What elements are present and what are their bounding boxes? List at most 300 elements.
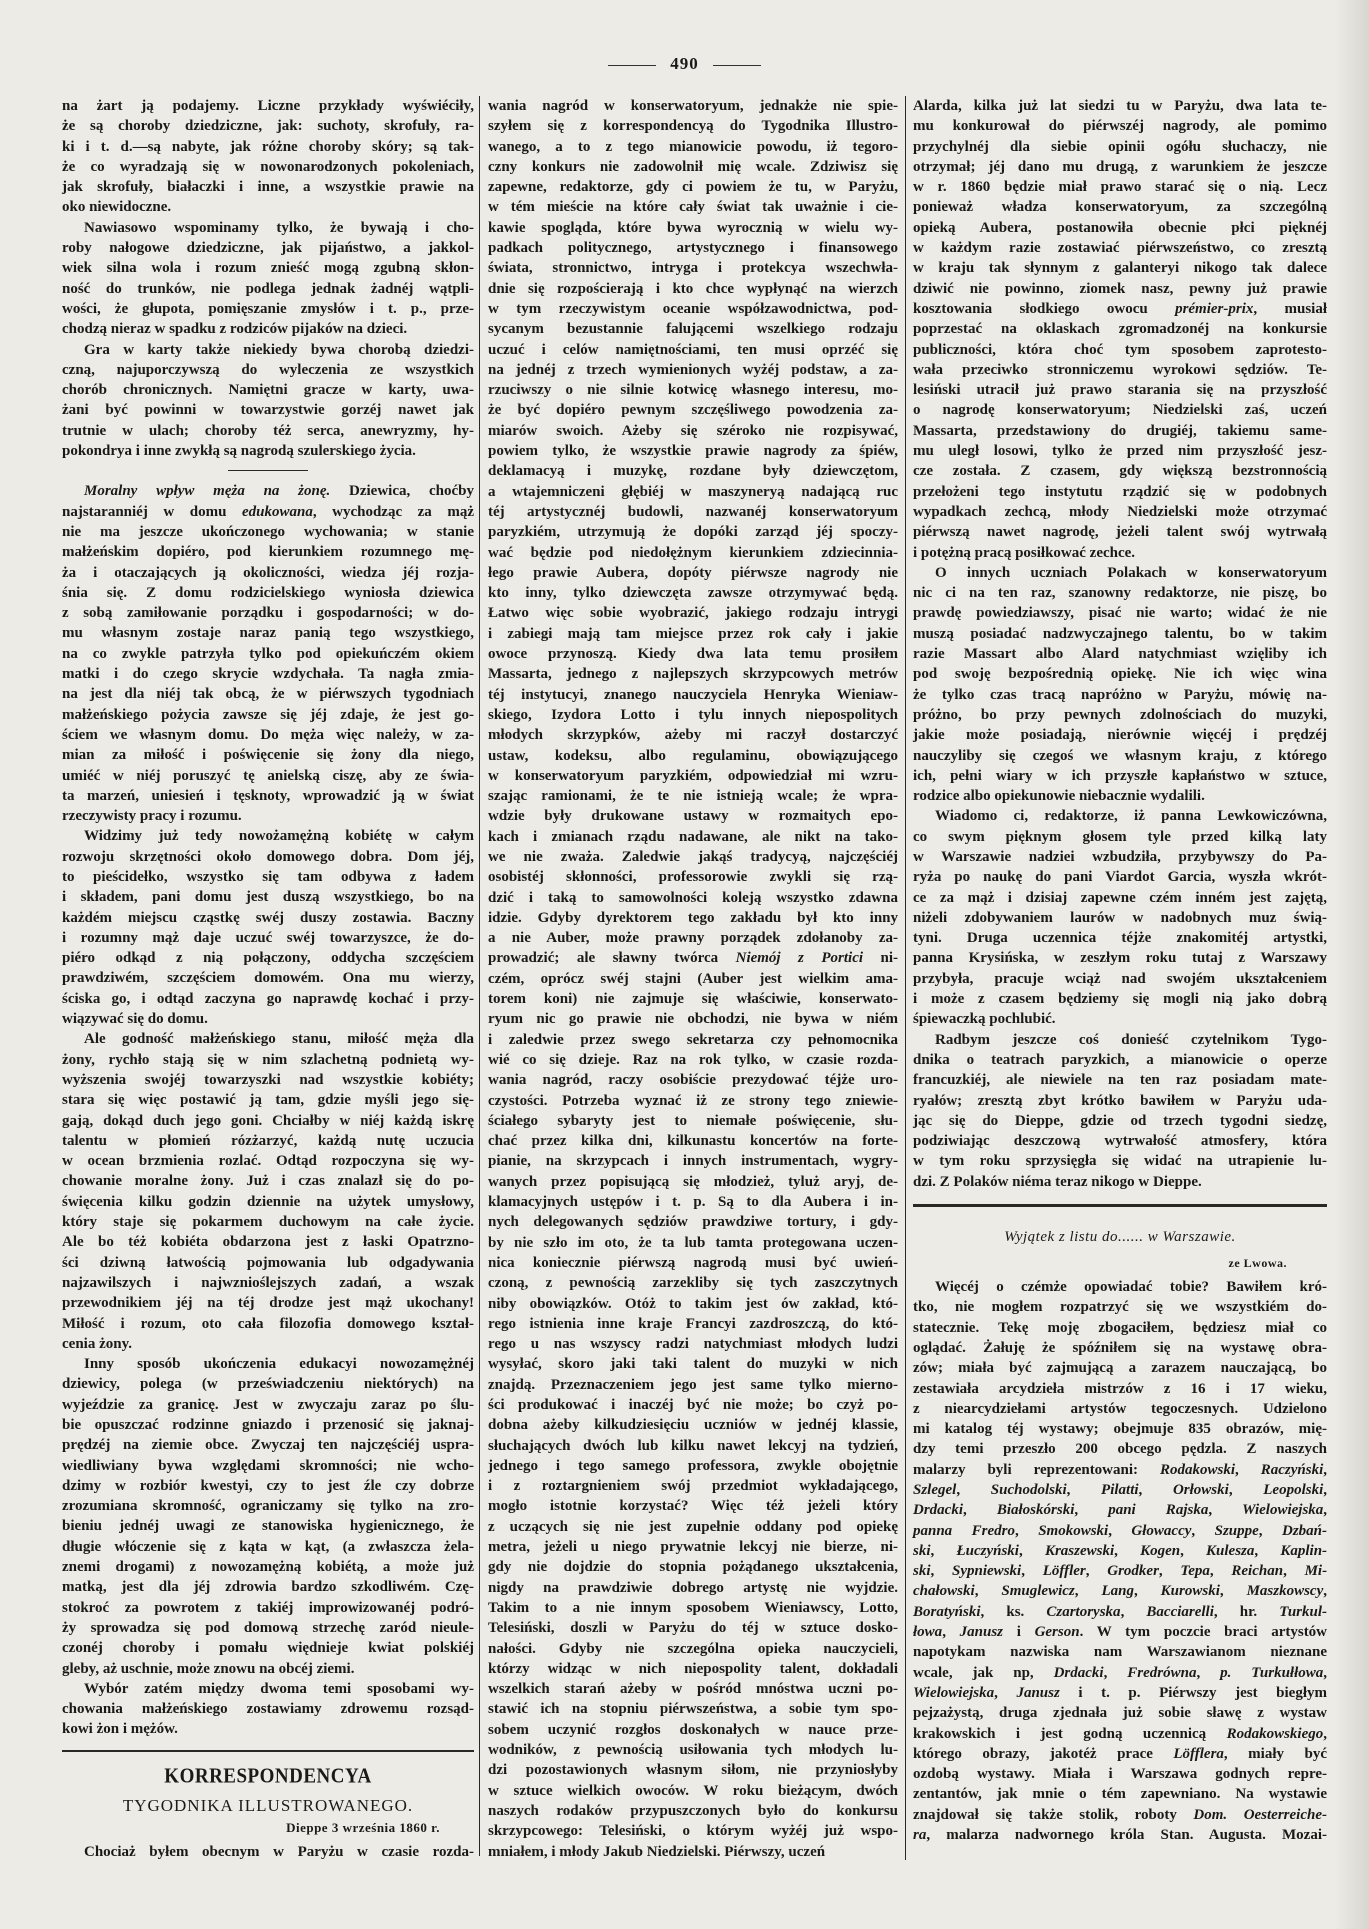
text-line: wyjeździe za granicę. Jest w zwyczaju zaraz po ślu- (62, 1396, 474, 1413)
text-line: Miłość i rozum, oto cała filozofia domowego kształ- (62, 1315, 474, 1332)
text-segment: , (1074, 1583, 1102, 1600)
text-line: ponieważ władza konserwatoryum, za szczególną (913, 199, 1327, 216)
text-segment: , (974, 1583, 1002, 1600)
text-line: matki i do czego skrycie wzdychała. Ta nagła zmia- (62, 666, 474, 683)
paragraph (62, 481, 474, 826)
text-line: nie ma jeszcze ukończonego wychowania; w stanie (62, 523, 474, 540)
text-line: wiedliwiany bywa względami skromności; nie wcho- (62, 1457, 474, 1474)
text-line: żani być powinni w towarzystwie gorzéj nawet jak (62, 402, 474, 419)
text-segment: , (1283, 1563, 1305, 1580)
text-segment: , musiał (1253, 300, 1327, 317)
text-line: śnia się. Z domu rodzicielskiego wyniosła dziewica (62, 584, 474, 601)
italic-segment: Kurowski (1160, 1583, 1220, 1600)
text-line: przewodnikiem jéj na téj drodze jest mąż ukochany! (62, 1295, 474, 1312)
text-line: w tym roku sprzysięgła się widać na utrapienie lu- (913, 1153, 1327, 1170)
italic-segment: Lang (1101, 1583, 1134, 1600)
letter-origin: ze Lwowa. (1228, 1256, 1287, 1271)
text-line: wania nagród, raczy osobiście prezydować téjże uro- (488, 1072, 898, 1089)
paragraph (913, 1277, 1327, 1845)
text-line: umiéć w niéj poruszyć tę anielską ciszę, aby ze świa- (62, 767, 474, 784)
text-line: dobna ażeby kilkudziesięciu uczniów w jednéj klassie, (488, 1417, 898, 1434)
letter-title: Wyjątek z listu do...... w Warszawie. (1004, 1229, 1236, 1246)
text-line: małżeńskim dopiéro, pod kierunkiem rozumnego mę- (62, 544, 474, 561)
text-line: w sztuce wielkich owoców. W roku bieżącym, dwóch (488, 1782, 898, 1799)
text-line: mogło istotnie korzystać? Więc téż jeżeli który (488, 1498, 898, 1515)
text-line: metra, jeżeli u niego prywatnie lekcyj nie bierze, ni- (488, 1539, 898, 1556)
text-line: tyni. Druga uczennica téjże znakomitéj artystki, (913, 930, 1327, 947)
text-line: lesiński utracił już prawo starania się na przyszłość (913, 382, 1327, 399)
text-line: prędzéj na ziemie obce. Zwyczaj ten najczęściéj uspra- (62, 1437, 474, 1454)
text-line (62, 502, 474, 522)
text-line: Massarta, przedstawiony do drugiéj, takiemu same- (913, 422, 1327, 439)
text-line: dziwić nie powinno, ziomek nasz, pewny już prawie (913, 280, 1327, 297)
italic-segment: panna Fredro (913, 1522, 1015, 1539)
text-line: czną, najuporczywszą do wyleczenia ze wszystkich (62, 361, 474, 378)
italic-segment: Janusz (959, 1624, 1003, 1641)
text-segment: krakowskich i jest godną uczennicą (913, 1725, 1227, 1742)
italic-segment: Turkul- (1279, 1603, 1328, 1620)
italic-segment: łowa (913, 1624, 943, 1641)
italic-segment: Niemój z Portici (735, 950, 864, 967)
text-line: czny konkurs nie zadowolnił mię wcale. Zdziwisz się (488, 158, 898, 175)
text-segment: , (930, 1563, 953, 1580)
text-line: jak skrofuły, białaczki i inne, a wszystkie prawie na (62, 179, 474, 196)
text-segment: , (1018, 1542, 1045, 1559)
italic-segment: Głowaccy (1131, 1522, 1192, 1539)
text-line: rodzice albo opiekunowie niebacznie wydalili. (913, 788, 1205, 805)
text-line: ce za mąż i dzisiaj zapewne czém inném jest zajętą, (913, 889, 1327, 906)
text-line (913, 1724, 1327, 1744)
text-segment: , (1196, 1664, 1221, 1681)
text-line: w Warszawie nadziei wzbudziła, przybywszy do Pa- (913, 848, 1327, 865)
text-line: długie włóczenie się z kąta w kąt, (a zwłaszcza żela- (62, 1538, 474, 1555)
text-line: niżeli zdobywaniem laurów w nadobnych muz świą- (913, 909, 1327, 926)
section-heading: KORRESPONDENCYA (164, 1764, 372, 1788)
text-line: dzić i taką to samowolności koleją wszystko zdawna (488, 889, 898, 906)
text-line: zów; miała być zajmującą a zarazem nauczającą, bo (913, 1360, 1327, 1377)
text-line: ta marzeń, uniesień i tęsknoty, wprowadzić ją w świat (62, 787, 474, 804)
text-line: pod swoję bezpośrednią opiekę. Nie ich więc wina (913, 666, 1327, 683)
italic-segment: Dom. Oesterreiche- (1193, 1806, 1327, 1823)
italic-segment: Dzbań- (1282, 1522, 1328, 1539)
italic-segment: Rodakowskiego (1226, 1725, 1324, 1742)
text-line: Ale bo téż kobiéta obdarzona jest z łaski Opatrzno- (62, 1234, 474, 1251)
text-line: nałości. Gdyby nie szczególna opieka nauczycieli, (488, 1640, 898, 1657)
text-line: i z roztargnieniem swój przedmiot wykładającego, (488, 1478, 898, 1495)
text-segment: prowadzić; ale sławny twórca (488, 950, 736, 967)
paragraph (62, 340, 474, 462)
italic-segment: Wielowiejska (913, 1684, 995, 1701)
text-line: poprzestać na oklaskach zgromadzonéj na konkursie (913, 321, 1327, 338)
text-segment: , (1108, 1522, 1132, 1539)
italic-segment: Tepa (1180, 1563, 1210, 1580)
column-divider-right (905, 96, 906, 1860)
text-segment: , (956, 1482, 991, 1498)
text-line: rego u nas wszyscy radzi natychmiast młodych ludzi (488, 1336, 898, 1353)
section-rule (913, 1204, 1327, 1207)
text-line: o nagrodę konserwatoryum; Niedzielski zaś, uczeń (913, 402, 1327, 419)
text-line: bie opuszczać rodzinne gniazdo i przenosić się jaknaj- (62, 1417, 474, 1433)
text-line: żony, rychło stają się w nim szlachetną podnietą wy- (62, 1051, 474, 1068)
text-line (913, 299, 1327, 319)
dateline: Dieppe 3 września 1860 r. (286, 1819, 440, 1835)
text-line (913, 1460, 1327, 1480)
text-line: wié co się dzieje. Raz na rok tylko, w czasie rozda- (488, 1051, 898, 1068)
text-line: wysyłać, skoro jaki taki talent do muzyki w nich (488, 1356, 898, 1373)
paragraph (62, 1354, 474, 1679)
text-line: chowania małżeńskiego zostawiamy zdrowemu rozsąd- (62, 1701, 474, 1718)
text-line: skiego, Izydora Lotto i tylu innych niepospolitych (488, 706, 898, 723)
text-line: Gra w karty także niekiedy bywa chorobą dziedzi- (84, 341, 474, 358)
text-line (913, 1541, 1327, 1561)
text-line: słuchających dwóch lub kilku nawet lekcyj na tydzień, (488, 1437, 898, 1454)
text-line: Massarta, jednego z najlepszych skrzypcowych metrów (488, 666, 898, 683)
column-middle (488, 96, 898, 1862)
text-line: we nie zważa. Zaledwie jakąś tradycyą, najczęściéj (488, 848, 898, 865)
text-segment: , (1158, 1563, 1181, 1580)
text-line: ży sprowadza się pod domową strzechę zaród nieule- (62, 1619, 474, 1636)
paragraph (913, 563, 1327, 807)
italic-segment: chałowski (913, 1583, 975, 1600)
text-segment: którego obrazy, jakotéż prace (913, 1745, 1174, 1762)
text-line: że są choroby dziedziczne, jak: suchoty, skrofuły, ra- (62, 118, 474, 135)
text-line: czonéj choroby i pomału więdnieje kwiat polskiéj (62, 1640, 474, 1657)
text-line: czoną, z pewnością zarzekliby się tych zaszczytnych (488, 1275, 898, 1292)
text-segment: najstaranniéj w domu (62, 503, 242, 520)
italic-segment: Szuppe (1214, 1522, 1259, 1539)
text-line: dzy temi przeszło 200 obcego pędzla. Z naszych (913, 1441, 1327, 1458)
text-line: Więcéj o czémże opowiadać tobie? Bawiłem kró- (935, 1279, 1327, 1296)
paragraph (913, 96, 1327, 563)
text-line: przychylnéj dla siebie opinii ogółu słuchaczy, nie (913, 138, 1327, 155)
text-line: znemi drogami) z nowozamężną kobiétą, a może już (62, 1559, 474, 1576)
text-line: wanego, a to z tego mianowicie powodu, iż tegoro- (488, 138, 898, 155)
text-line: chodzą nieraz w spadku z rodziców pijaków na dzieci. (62, 321, 408, 338)
italic-segment: prémier-prix (1175, 300, 1254, 317)
text-line: dnika o teatrach paryzkich, a mianowicie o operze (913, 1051, 1327, 1068)
text-line: wać będzie pod niedołężnym kierunkiem zdziecinnia- (488, 544, 898, 561)
text-line: Wiadomo ci, redaktorze, iż panna Lewkowiczówna, (935, 808, 1327, 825)
italic-segment: Białoskórski (996, 1502, 1075, 1519)
text-line: wypadkach zechcą, młody Niedzielski może otrzymać (913, 503, 1327, 520)
text-line: piéro odkąd z nią połączony, oddycha szczęściem (62, 950, 474, 967)
text-line: cenia żony. (62, 1335, 132, 1352)
text-segment: wcale, jak np, (913, 1664, 1054, 1681)
text-segment: , (1208, 1502, 1243, 1519)
paragraph (62, 96, 474, 218)
text-line: chać przez kilka dni, kilkunastu koncertów na forte- (488, 1133, 898, 1150)
text-line: śpiewaczką pochlubić. (913, 1011, 1056, 1028)
section-rule (62, 1750, 474, 1752)
text-line (913, 1805, 1327, 1825)
italic-segment: Moralny wpływ męża na żonę. (84, 483, 331, 500)
text-segment: , (1074, 1502, 1109, 1519)
text-line: chorób chronicznych. Namiętni gracze w karty, uwa- (62, 382, 474, 399)
text-line: ści dziwną łatwością pojmowania lub odgadywania (62, 1254, 474, 1271)
text-line: O innych uczniach Polakach w konserwatoryum (935, 564, 1327, 581)
text-line (913, 1581, 1327, 1601)
text-line: łego prawie Aubera, dopóty piérwsze nagrody nie (488, 564, 898, 581)
italic-segment: Smuglewicz (1001, 1583, 1075, 1600)
text-line: zentantów, jak mnie o tém zapewniano. Na wystawie (913, 1786, 1327, 1803)
italic-segment: Sypniewski (952, 1563, 1022, 1580)
text-line: wanych przez popisującą się młodzież, tyluż aryj, de- (488, 1173, 898, 1190)
text-line (913, 1744, 1327, 1764)
text-segment: , ks. (980, 1603, 1047, 1620)
text-line: Łatwo więc sobie wyobrazić, jakiego rodzaju intrygi (488, 605, 898, 622)
text-line: by nie szło im oto, że ta lub tamta protegowana uczen- (488, 1234, 898, 1251)
text-line: i może z czasem będziemy się mogli nią jako dobrą (913, 991, 1327, 1008)
text-line: téj instytucyi, znanego nauczyciela Henryka Wieniaw- (488, 686, 898, 703)
text-line: napotykam nazwiska nam Warszawianom nieznane (913, 1644, 1327, 1661)
text-line: zestawiała arcydzieła mistrzów z 16 i 17 wieku, (913, 1380, 1327, 1397)
text-line: kto inny, tylko dziewczęta zawsze otrzymywać będą. (488, 585, 898, 602)
text-line: ściałego sybaryty jest to niemałe poświęcenie, słu- (488, 1112, 898, 1129)
italic-segment: Boratyński (913, 1603, 981, 1620)
text-segment: , (1323, 1461, 1328, 1478)
text-line: zapewne, redaktorze, gdy ci powiem że tu, w Paryżu, (488, 179, 898, 196)
paragraph (62, 1842, 474, 1862)
text-segment: , (994, 1684, 1017, 1701)
text-line: w tym rzeczywistym oceanie współzawodnictwa, pod- (488, 300, 898, 317)
text-line: prawdę powiedziawszy, pisać nie warto; widać że nie (913, 605, 1327, 622)
text-line: sycanym bezustannie falującemi wszelkiego rodzaju (488, 321, 898, 338)
text-segment: , wychodząc za mąż (312, 503, 474, 520)
italic-segment: edukowana (241, 503, 313, 520)
text-line: ich, pełni wiary w ich przyszłe kapłaństwo w sztuce, (913, 767, 1327, 784)
text-segment: , (1114, 1542, 1141, 1559)
text-line: na żart ją podajemy. Liczne przykłady wyświéciły, (62, 98, 474, 114)
text-line: dzi. Z Polaków niéma teraz nikogo w Dieppe. (913, 1173, 1202, 1190)
text-line: mi katalog téj wystawy; obejmuje 835 obrazów, mię- (913, 1421, 1327, 1438)
text-line: jednego i tego samego professora, zwykle obojętnie (488, 1457, 898, 1474)
column-left (62, 96, 474, 1862)
text-line: dziewicy, polega (w przeświadczeniu niektórych) na (62, 1376, 474, 1393)
text-line: wała przeciwko stronniczemu wyrokowi sędziów. Te- (913, 361, 1327, 378)
text-line: Takim to a nie innym sposobem Wieniawscy, Lotto, (488, 1599, 898, 1616)
text-line: gleby, aż uschnie, może znowu na obcéj ziemi. (62, 1660, 355, 1677)
text-line: i rozumny mąż daje uczuć swéj towarzyszce, że do- (62, 929, 474, 946)
text-line: że być dopiéro pewnym szczęśliwego powodzenia za- (488, 402, 898, 419)
text-line: ność do trunków, nie podlega jednak żadnéj wątpli- (62, 280, 474, 297)
text-line: próżno, bo przy pewnych zdolnościach do muzyki, (913, 706, 1327, 723)
paragraph (62, 1679, 474, 1740)
italic-segment: Gerson (1034, 1624, 1080, 1641)
text-line: z uczących się nie jest zupełnie oddany pod opiekę (488, 1518, 898, 1535)
text-line: czystości. Potrzeba wyznać iż ze strony tego zniewie- (488, 1092, 898, 1109)
text-segment: , (1103, 1664, 1128, 1681)
text-line: chowanie moralne żony. Już i czas znalazł się do po- (62, 1173, 474, 1190)
text-line: stara się więc postawić ją tam, gdzie myśli jego się- (62, 1092, 474, 1109)
text-line: który staje się pokarmem duchowym na całe życie. (62, 1214, 474, 1231)
text-line: niby obowiązków. Otóż to takim jest ów zakład, któ- (488, 1295, 898, 1312)
text-line: sobem uczynić rozgłos doskonałych w nauce prze- (488, 1721, 898, 1738)
column-divider-left (479, 96, 480, 1856)
text-line: którzy widząc w nich niepospolity talent, dokładali (488, 1660, 898, 1677)
text-segment: znajdował się także stolik, roboty (913, 1806, 1194, 1823)
italic-segment: Czartoryska (1046, 1603, 1121, 1620)
paragraph (913, 806, 1327, 1029)
page-number-dash-left (608, 65, 656, 66)
text-segment: , (1323, 1725, 1327, 1742)
italic-segment: Grodker (1107, 1563, 1159, 1580)
text-segment: , (1085, 1563, 1108, 1580)
text-line: prawdziwém, szczęściem domowém. Ona mu wierzy, (62, 970, 474, 987)
text-line: powiem tylko, że wszystkie prawie nagrody za śpiéw, (488, 443, 898, 460)
text-line: w tém mieście na które cały świat tak uważnie i cie- (488, 199, 898, 216)
text-line: panna Krysińska, w zeszłym roku tutaj z Warszawy (913, 950, 1327, 967)
text-line: cze została. Z czasem, gdy większą bezstronnością (913, 463, 1327, 480)
text-line (913, 1480, 1327, 1500)
text-line: stokroć za powrotem z takiéj improwizowanéj podró- (62, 1599, 474, 1616)
text-line: nauczyliby się czegoś we własnym kraju, z którego (913, 747, 1327, 764)
text-line: a nie Auber, może prawny porządek zdołanoby za- (488, 930, 898, 947)
text-segment: , (1254, 1542, 1281, 1559)
text-line: gają, dokąd duch jego goni. Chciałby w niéj każdą iskrę (62, 1112, 474, 1129)
italic-segment: ski (913, 1563, 931, 1580)
text-line: wyższenia swojéj towarzyszki nad wszystkie kobiéty; (62, 1071, 474, 1088)
text-line: świata, stronnictwo, intryga i protekcya wszechwła- (488, 260, 898, 277)
text-segment: , hr. (1213, 1603, 1280, 1620)
text-line: téj artystycznéj budowli, nazwanéj konserwatoryum (488, 503, 898, 520)
text-line: znajdą. Przeznaczeniem jego jest same tylko mierno- (488, 1376, 898, 1393)
page-number-text: 490 (670, 54, 699, 73)
text-line: ki i t. d.—są nabyte, jak różne choroby skóry; są tak- (62, 138, 474, 155)
text-line: padkach politycznego, artystycznego i finansowego (488, 240, 898, 257)
text-line: nigdy na prawdziwie dobrego artystę nie wyjdzie. (488, 1579, 898, 1596)
text-line: z sobą zamiłowanie porządku i gospodarności; w do- (62, 605, 474, 622)
text-line: ryum nic go prawie nie obchodzi, nie bywa w niém (488, 1011, 898, 1028)
text-line: jakie może posiadają, nierównie więcéj i prędzéj (913, 727, 1327, 744)
text-line: w ocean brzmienia rozlać. Odtąd rozpoczyna się wy- (62, 1153, 474, 1170)
text-line (913, 1663, 1327, 1683)
italic-segment: Kraszewski (1044, 1542, 1115, 1559)
italic-segment: Wielowiejska (1242, 1502, 1324, 1519)
italic-segment: Reichan (1231, 1563, 1284, 1580)
text-line: Radbym jeszcze coś donieść czytelnikom Tygo- (935, 1031, 1327, 1048)
text-segment: ni- (863, 950, 898, 967)
text-line: deklamacyą i muzykę, rozdane były dziewczętom, (488, 463, 898, 480)
text-line: piérwszą nawet nagrodę, jeżeli talent swój wytrwałą (913, 524, 1327, 541)
text-line (913, 1683, 1327, 1703)
text-line: mu uległ losowi, tylko że przed nim przyszłość jesz- (913, 443, 1327, 460)
page-number-dash-right (713, 65, 761, 66)
text-line: Nawiasowo wspominamy tylko, że bywają i cho- (84, 219, 474, 236)
text-line: na co zwykle patrzyła tylko pod opiekuńczém okiem (62, 645, 474, 662)
text-line: opieką Aubera, postanowiła obecnie płci pięknéj (913, 219, 1327, 236)
text-segment: i (1003, 1624, 1035, 1641)
text-line: gdy nie dojdzie do stopnia pożądanego ukształcenia, (488, 1559, 898, 1576)
text-line: że tylko czas tracą napróżno w Paryżu, mówię na- (913, 686, 1327, 703)
text-line (913, 1622, 1327, 1642)
text-line: nych delegowanych sędziów prawdziwe tortury, i gdy- (488, 1214, 898, 1231)
text-segment: kosztowania słodkiego owocu (913, 300, 1176, 317)
text-line: dzi pozostawionych własnym siłom, nie przyniosłyby (488, 1762, 898, 1779)
text-line: klamacyjnych ustępów i t. p. Są to dla Aubera i in- (488, 1194, 898, 1211)
text-segment: , (1258, 1522, 1282, 1539)
text-line: dnie się rozpościerają i kto chce wypłynąć na wierzch (488, 280, 898, 297)
text-line: osobistéj skłonności, professorowie zwykli się rzą- (488, 869, 898, 886)
text-line: stawić ich na stopniu piérwszeństwa, a sobie tym spo- (488, 1701, 898, 1718)
text-line: w każdym razie zostawiać piérwszeństwo, co zresztą (913, 240, 1327, 257)
text-line: wiązywać się do domu. (62, 1011, 208, 1028)
text-line: owoce przynoszą. Kiedy dwa lata temu prosiłem (488, 646, 898, 663)
text-line: na jednéj z trzech wymienionych wyżéj podstaw, a za- (488, 361, 898, 378)
text-line: ryża po naukę do pani Viardot Garcia, wyszła wkrót- (913, 869, 1327, 886)
text-line: bieniu jednéj uwagi ze stanowiska hygienicznego, że (62, 1518, 474, 1535)
text-line: wiek silna wola i rozum znieść mogą zgubną skłon- (62, 260, 474, 277)
text-line: skrzypcowego: Telesiński, o którym wyżéj już wspo- (488, 1823, 898, 1840)
italic-segment: Suchodolski (990, 1482, 1067, 1498)
italic-segment: Löfflera (1173, 1745, 1224, 1762)
text-line: podziwiając deszczową wytrwałość atmosfery, która (913, 1133, 1327, 1150)
text-line: Ale godność małżeńskiego stanu, miłość męża dla (84, 1031, 474, 1048)
text-line: młodych skrzypków, ażeby mi raczył dostarczyć (488, 727, 898, 744)
text-line: na jest dla niéj tak obcą, że w piérwszych tygodniach (62, 686, 474, 703)
italic-segment: Rodakowski (1160, 1461, 1236, 1478)
text-segment: , (1219, 1583, 1247, 1600)
text-line (488, 948, 898, 968)
text-segment: , (1191, 1522, 1215, 1539)
text-line: każdém miejscu cząstkę swéj duszy zostawia. Baczny (62, 909, 474, 926)
text-line: muszą posiadać nadzwyczajnego talentu, bo w takim (913, 625, 1327, 642)
text-line: ryałów; zresztą zbyt krótko bawiłem w Paryżu uda- (913, 1092, 1327, 1109)
text-segment: Dziewica, choćby (330, 483, 474, 500)
text-line: szyłem się z korrespondencyą do Tygodnika Illustro- (488, 118, 898, 135)
text-line: co swym pięknym głosem tyle przed kilką laty (913, 828, 1327, 845)
text-segment: , (1323, 1502, 1328, 1519)
text-line: wania nagród w konserwatoryum, jednakże nie spie- (488, 98, 898, 114)
text-line: francuzkiéj, ale niewiele na ten raz posiadam mate- (913, 1072, 1327, 1089)
text-segment: , (1209, 1563, 1232, 1580)
text-line: i zaledwie przez swego sekretarza czy pełnomocnika (488, 1031, 898, 1048)
text-line: i zabiegi mają tam miejsce przez rok cały i jakie (488, 625, 898, 642)
text-line: mu własnym zostaje naraz panią tego wszystkiego, (62, 625, 474, 642)
text-line (913, 1561, 1327, 1581)
italic-segment: Leopolski (1263, 1482, 1324, 1498)
text-line: oko niewidoczne. (62, 199, 172, 216)
italic-segment: Drdacki (1053, 1664, 1104, 1681)
text-segment: , (1120, 1603, 1147, 1620)
text-line: matką, jest dla jéj zdrowia bardzo szkodliwém. Czę- (62, 1579, 474, 1596)
text-line: razie Massart albo Alard natychmiast wzięliby ich (913, 646, 1327, 663)
text-line: naszych rodaków przypuszczonych było do konkursu (488, 1802, 898, 1819)
text-line: czém, oprócz swéj stajni (Auber jest wielkim ama- (488, 970, 898, 987)
text-line: pejzażystą, druga zjednała już sobie sławę z wystaw (913, 1705, 1327, 1722)
text-line: i składem, pani domu jest duszą wszystkiego, bo na (62, 889, 474, 906)
text-segment: , (1066, 1482, 1102, 1498)
text-segment: . W tym poczcie braci artystów (1079, 1624, 1328, 1641)
italic-segment: Maszkowscy (1246, 1583, 1324, 1600)
text-segment: , (1235, 1461, 1261, 1478)
text-line: wdzie były drukowane ustawy w rozmaitych epo- (488, 808, 898, 825)
text-line: nic ci na ten raz, szanowny redaktorze, nie piszę, bo (913, 585, 1327, 602)
italic-segment: Janusz (1016, 1684, 1060, 1701)
italic-segment: Smokowski (1038, 1522, 1109, 1539)
paragraph (62, 826, 474, 1029)
text-segment: , (1014, 1522, 1039, 1539)
text-line: torem koni) nie zajmuje się właściwie, konserwato- (488, 991, 898, 1008)
italic-segment: Bacciarelli (1146, 1603, 1214, 1620)
text-line: szając ramionami, że te nie istnieją wcale; że wpra- (488, 788, 898, 805)
text-line: kawie spogląda, które bywa wyrocznią w wielu wy- (488, 219, 898, 236)
text-line (913, 1500, 1327, 1520)
text-segment: , miały być (1223, 1745, 1327, 1762)
text-segment: , (942, 1624, 960, 1641)
text-line: w r. 1860 będzie miał prawo starać się o nią. Lecz (913, 179, 1327, 196)
text-line: w kraju tak słynnym z galanteryi nikogo tak dalece (913, 260, 1327, 277)
italic-segment: Fredrówna (1127, 1664, 1197, 1681)
